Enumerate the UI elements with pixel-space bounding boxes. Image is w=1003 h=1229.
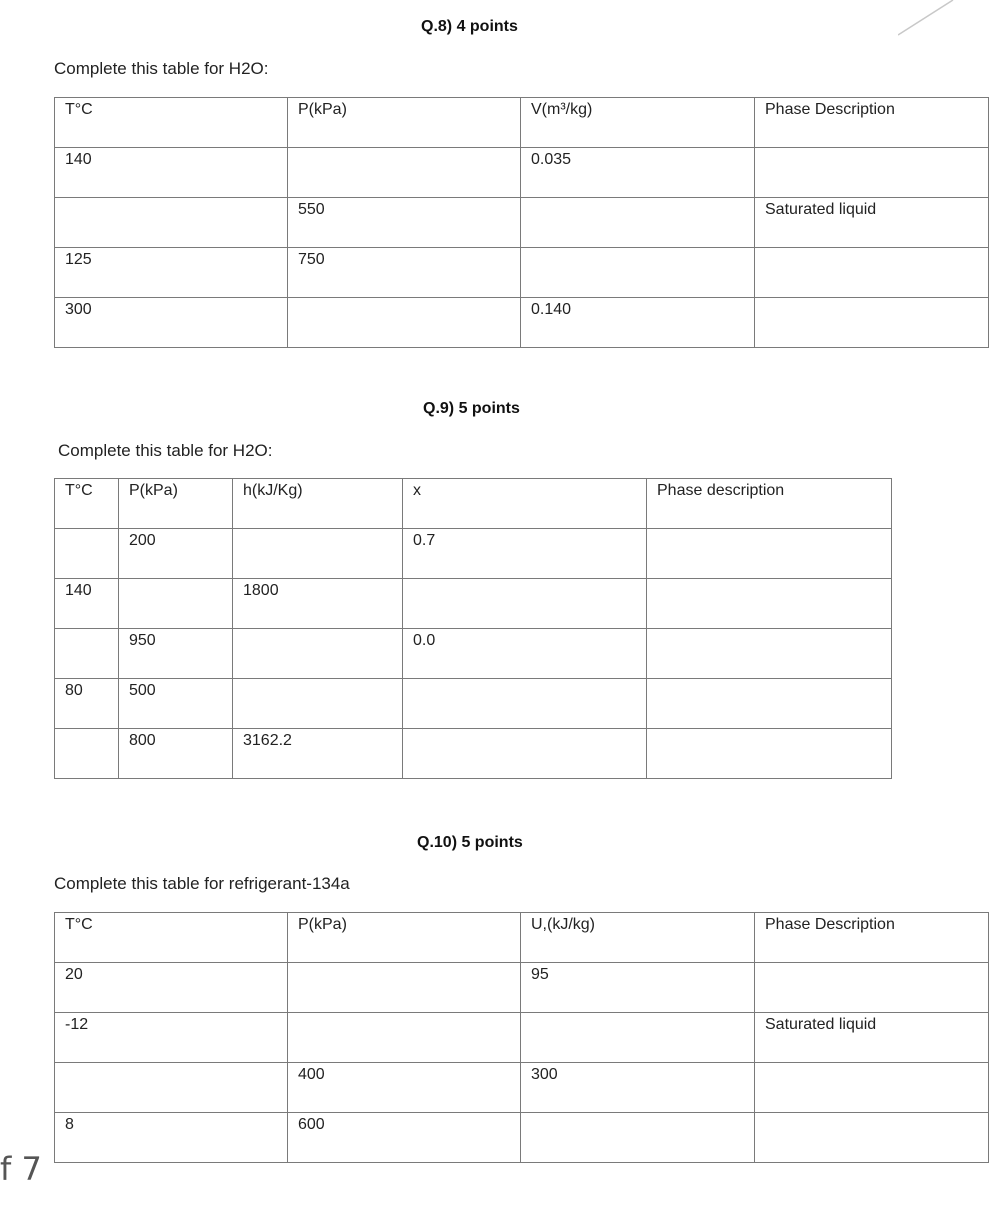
q10-table: [54, 912, 989, 1163]
q9-cell[interactable]: 140: [55, 579, 119, 629]
q10-header-cell: Phase Description: [755, 913, 989, 963]
q10-cell[interactable]: [755, 1063, 989, 1113]
q8-cell[interactable]: Saturated liquid: [755, 198, 989, 248]
q10-cell[interactable]: [521, 1113, 755, 1163]
q10-row: [55, 1013, 989, 1063]
q9-row: [55, 579, 892, 629]
q10-cell[interactable]: Saturated liquid: [755, 1013, 989, 1063]
q10-cell[interactable]: 95: [521, 963, 755, 1013]
q10-cell[interactable]: [755, 1113, 989, 1163]
q9-cell[interactable]: 500: [119, 679, 233, 729]
q10-instruction: Complete this table for refrigerant-134a: [54, 874, 350, 893]
q9-cell[interactable]: [233, 679, 403, 729]
q10-cell[interactable]: 300: [521, 1063, 755, 1113]
q10-cell[interactable]: 20: [55, 963, 288, 1013]
q9-cell[interactable]: 0.7: [403, 529, 647, 579]
q8-cell[interactable]: [55, 198, 288, 248]
q9-cell[interactable]: [647, 579, 892, 629]
q9-header-cell: P(kPa): [119, 479, 233, 529]
q9-row: [55, 729, 892, 779]
q10-row: [55, 1063, 989, 1113]
q9-cell[interactable]: [647, 679, 892, 729]
q9-cell[interactable]: 1800: [233, 579, 403, 629]
q9-table: [54, 478, 892, 779]
q10-cell[interactable]: [755, 963, 989, 1013]
q8-cell[interactable]: [755, 248, 989, 298]
q9-cell[interactable]: 3162.2: [233, 729, 403, 779]
q9-header-cell: Phase description: [647, 479, 892, 529]
q10-cell[interactable]: [288, 1013, 521, 1063]
q10-header-cell: T°C: [55, 913, 288, 963]
q8-cell[interactable]: [521, 248, 755, 298]
q8-cell[interactable]: [288, 298, 521, 348]
q9-cell[interactable]: [647, 729, 892, 779]
q8-cell[interactable]: 0.035: [521, 148, 755, 198]
q9-header-row: [55, 479, 892, 529]
q8-header-cell: Phase Description: [755, 98, 989, 148]
q8-cell[interactable]: 125: [55, 248, 288, 298]
q8-header-cell: T°C: [55, 98, 288, 148]
q10-row: [55, 963, 989, 1013]
q9-cell[interactable]: [233, 529, 403, 579]
q8-cell[interactable]: [288, 148, 521, 198]
q8-header-cell: P(kPa): [288, 98, 521, 148]
q8-cell[interactable]: [755, 148, 989, 198]
q10-cell[interactable]: 600: [288, 1113, 521, 1163]
q9-row: [55, 679, 892, 729]
q10-header-cell: P(kPa): [288, 913, 521, 963]
q10-cell[interactable]: [288, 963, 521, 1013]
q8-cell[interactable]: 0.140: [521, 298, 755, 348]
q9-cell[interactable]: [647, 529, 892, 579]
q8-cell[interactable]: 300: [55, 298, 288, 348]
q10-cell[interactable]: [521, 1013, 755, 1063]
q8-header-row: [55, 98, 989, 148]
q8-cell[interactable]: 140: [55, 148, 288, 198]
q9-cell[interactable]: 200: [119, 529, 233, 579]
q10-cell[interactable]: 400: [288, 1063, 521, 1113]
q10-cell[interactable]: -12: [55, 1013, 288, 1063]
q8-row: [55, 148, 989, 198]
q9-cell[interactable]: [55, 529, 119, 579]
q9-cell[interactable]: [403, 679, 647, 729]
q9-cell[interactable]: [55, 629, 119, 679]
q9-header-cell: T°C: [55, 479, 119, 529]
q9-cell[interactable]: [119, 579, 233, 629]
q8-cell[interactable]: [755, 298, 989, 348]
q8-heading: Q.8) 4 points: [421, 18, 518, 35]
q10-header-cell: U,(kJ/kg): [521, 913, 755, 963]
q9-instruction: Complete this table for H2O:: [58, 441, 273, 460]
q10-header-row: [55, 913, 989, 963]
q8-table: [54, 97, 989, 348]
q9-heading: Q.9) 5 points: [423, 400, 520, 417]
page-number-fragment: f 7: [0, 1150, 42, 1188]
q9-cell[interactable]: 80: [55, 679, 119, 729]
q9-header-cell: h(kJ/Kg): [233, 479, 403, 529]
q8-instruction: Complete this table for H2O:: [54, 59, 269, 78]
q9-cell[interactable]: 950: [119, 629, 233, 679]
q9-cell[interactable]: 0.0: [403, 629, 647, 679]
q8-row: [55, 298, 989, 348]
corner-mark-line: [898, 0, 958, 40]
q8-cell[interactable]: [521, 198, 755, 248]
q9-row: [55, 529, 892, 579]
q10-heading: Q.10) 5 points: [417, 834, 523, 851]
q10-row: [55, 1113, 989, 1163]
q9-cell[interactable]: [233, 629, 403, 679]
q9-header-cell: x: [403, 479, 647, 529]
q9-cell[interactable]: [55, 729, 119, 779]
q10-cell[interactable]: [55, 1063, 288, 1113]
q9-cell[interactable]: [403, 579, 647, 629]
q9-row: [55, 629, 892, 679]
q8-cell[interactable]: 750: [288, 248, 521, 298]
q8-header-cell: V(m³/kg): [521, 98, 755, 148]
q8-cell[interactable]: 550: [288, 198, 521, 248]
q9-cell[interactable]: [403, 729, 647, 779]
q8-row: [55, 198, 989, 248]
q9-cell[interactable]: 800: [119, 729, 233, 779]
q9-cell[interactable]: [647, 629, 892, 679]
q8-row: [55, 248, 989, 298]
q10-cell[interactable]: 8: [55, 1113, 288, 1163]
